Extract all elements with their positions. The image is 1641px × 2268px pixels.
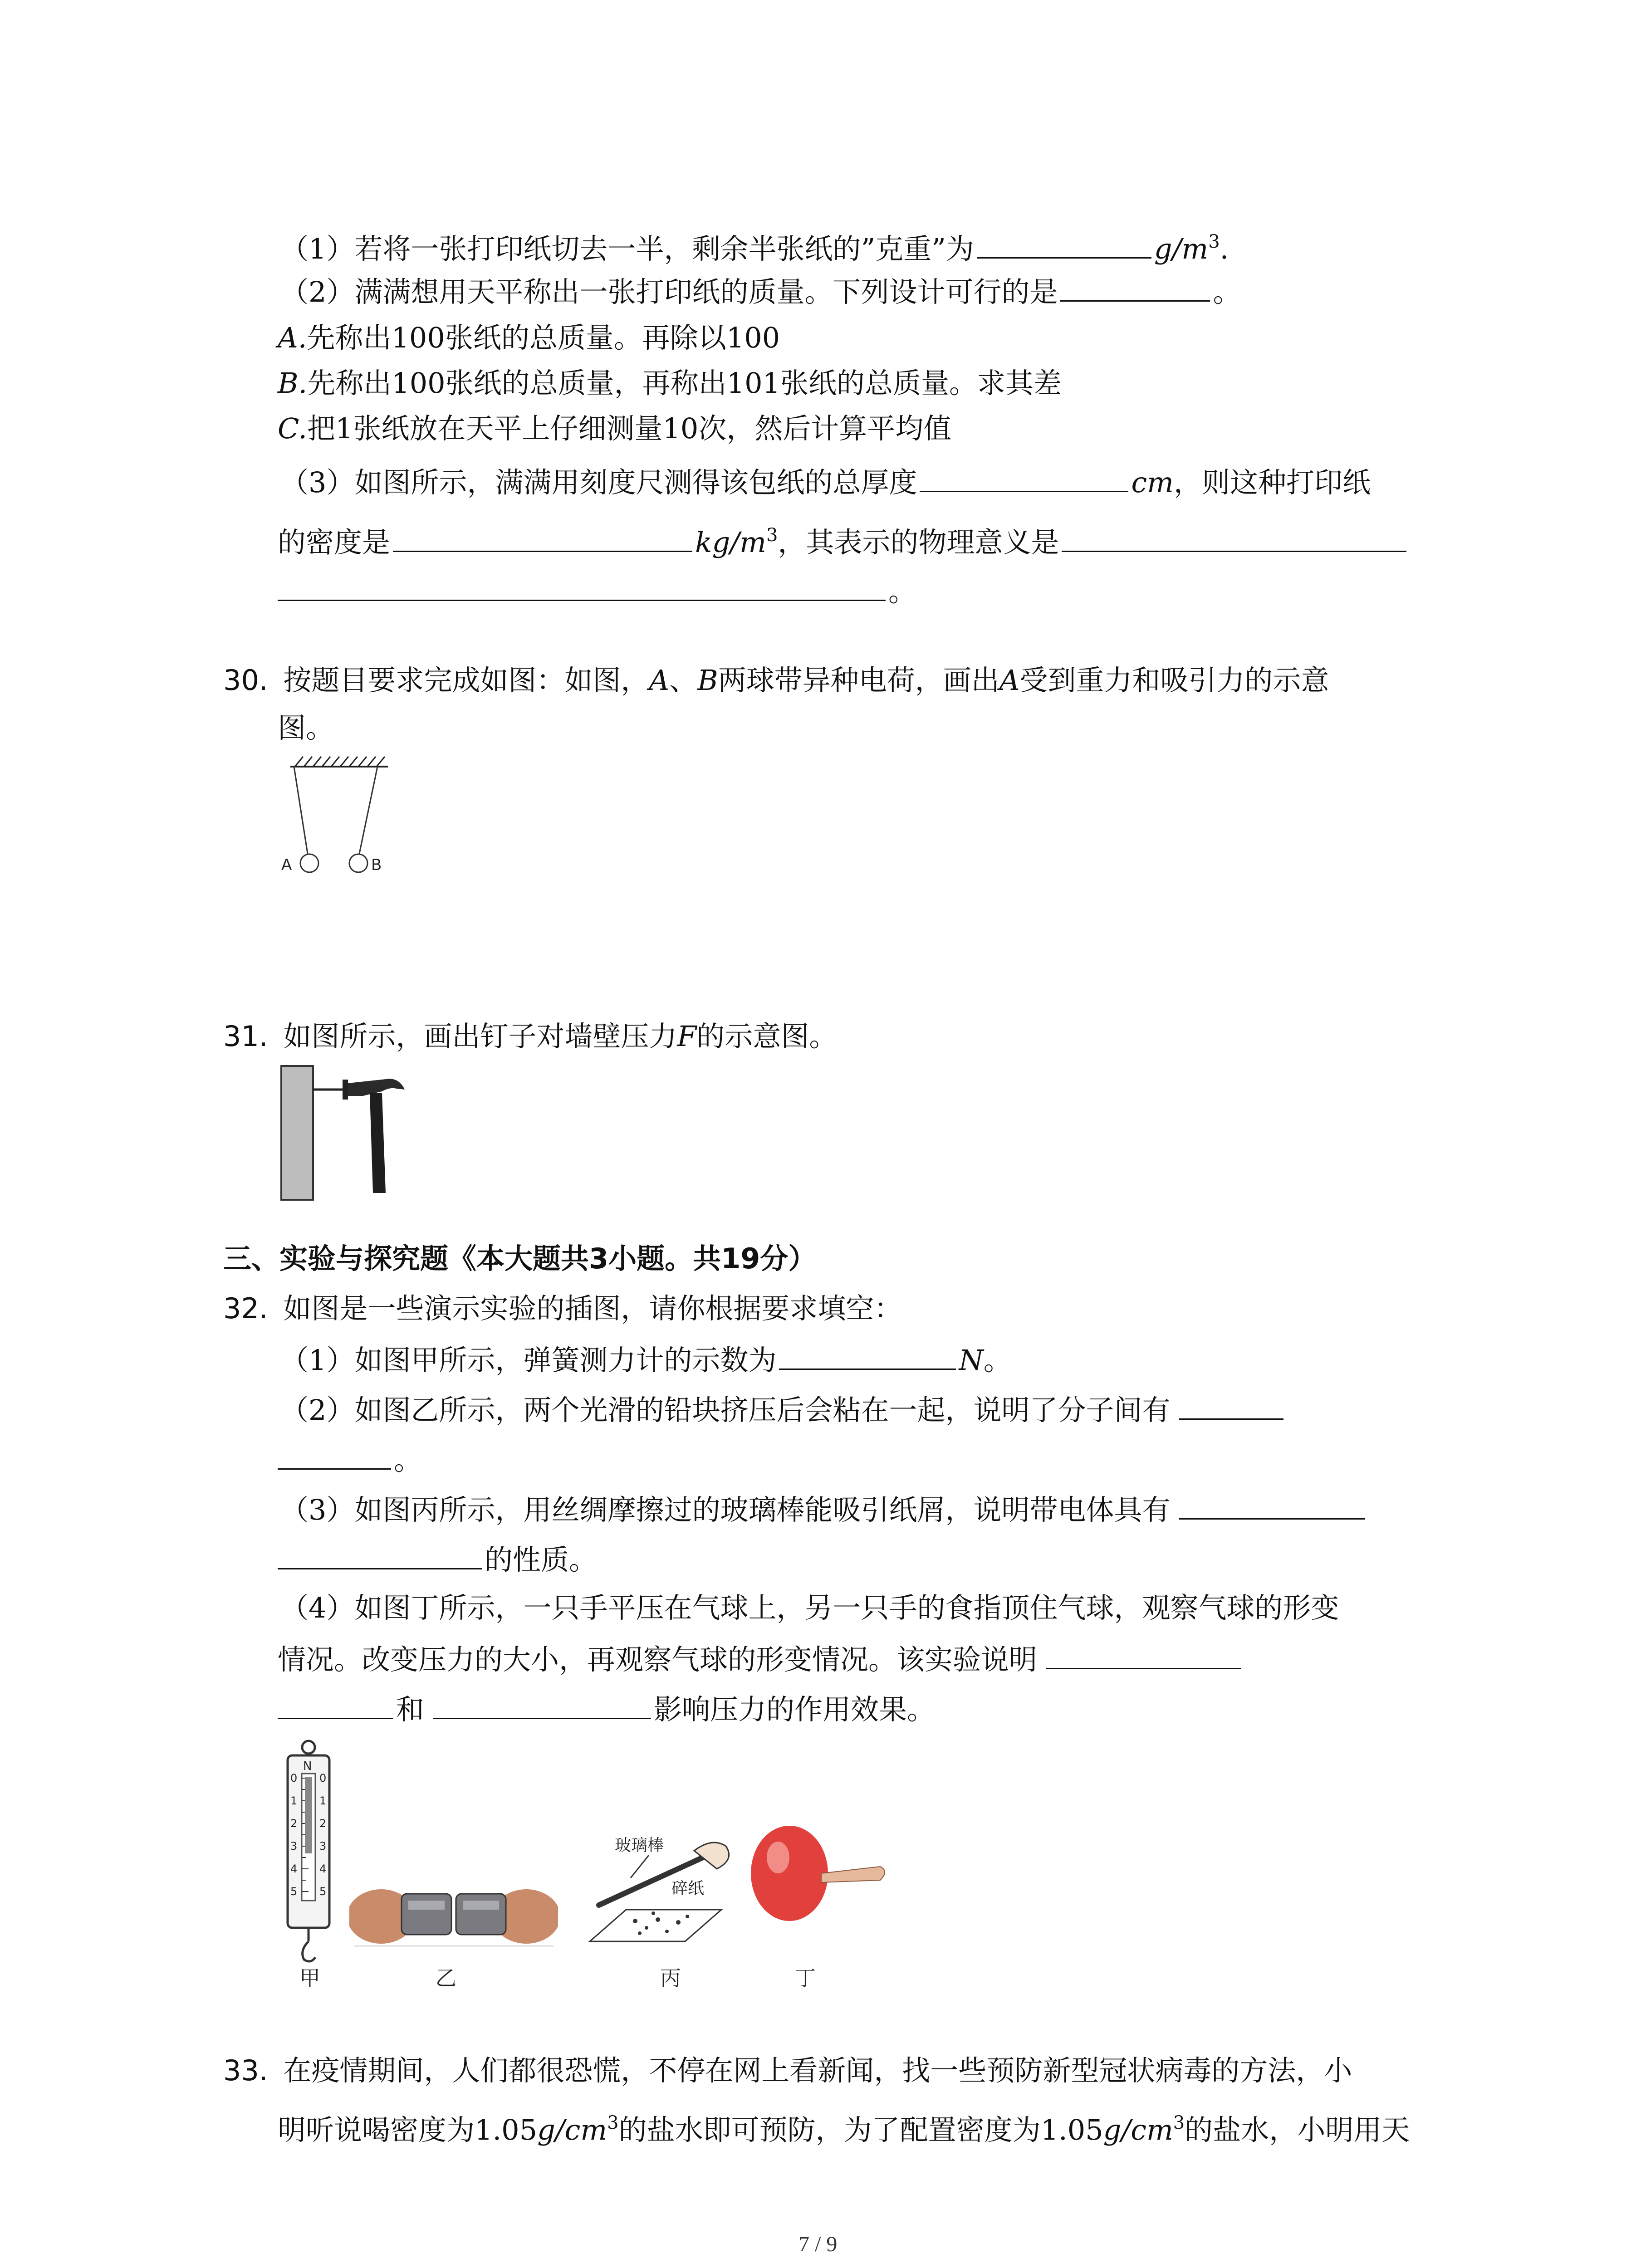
- text: （1）如图甲所示，弹簧测力计的示数为: [280, 1344, 777, 1377]
- unit: kg/m: [695, 526, 766, 559]
- scale-tick: 2: [290, 1817, 298, 1830]
- q30-line2: [278, 710, 334, 746]
- punct: 。: [394, 1443, 422, 1476]
- option-letter: B.: [278, 367, 308, 400]
- scale-tick: 5: [319, 1885, 327, 1898]
- text: ，其表示的物理意义是: [778, 526, 1059, 559]
- text: （3）如图丙所示，用丝绸摩擦过的玻璃棒能吸引纸屑，说明带电体具有: [280, 1493, 1171, 1526]
- ball-b-ref: B: [697, 664, 718, 697]
- text: 的性质。: [485, 1543, 598, 1576]
- q29-option-b: [278, 365, 1062, 401]
- scale-tick: 1: [290, 1794, 298, 1807]
- scale-tick: 3: [319, 1840, 327, 1853]
- q29-part3-line3: [278, 572, 916, 610]
- text: 如图所示，画出钉子对墙壁压力: [283, 1020, 677, 1053]
- unit: N: [959, 1344, 984, 1377]
- wall-nail-hammer-figure: [277, 1061, 422, 1207]
- lead-blocks-figure: [349, 1862, 558, 1953]
- text: 两球带异种电荷，画出: [718, 664, 999, 697]
- paper-bits-label: 碎纸: [671, 1879, 705, 1898]
- scale-tick: 0: [319, 1772, 327, 1784]
- question-number: 33.: [223, 2054, 268, 2087]
- charged-balls-figure: [272, 753, 399, 898]
- answer-blank[interactable]: [278, 1440, 391, 1470]
- q32-part2: [280, 1390, 1286, 1428]
- q32-part3-line2: [278, 1540, 597, 1578]
- answer-blank[interactable]: [977, 229, 1151, 259]
- punct: 。: [888, 575, 917, 608]
- answer-blank[interactable]: [779, 1340, 956, 1370]
- scale-tick: 3: [290, 1840, 298, 1853]
- text: 按题目要求完成如图：如图，: [283, 664, 649, 697]
- option-letter: C.: [278, 412, 307, 445]
- answer-blank[interactable]: [1060, 272, 1210, 302]
- punct: 、: [669, 664, 698, 697]
- text: （2）如图乙所示，两个光滑的铅块挤压后会粘在一起，说明了分子间有: [280, 1393, 1171, 1427]
- q29-part3-text: （3）如图所示，满满用刻度尺测得该包纸的总厚度: [280, 466, 917, 499]
- text: 明听说喝密度为1.05: [278, 2113, 538, 2146]
- scale-unit: N: [303, 1760, 312, 1773]
- fig-label-bing: 丙: [660, 1966, 681, 1990]
- ball-a-ref: A: [999, 664, 1020, 697]
- q32-part4-line2: [278, 1640, 1244, 1678]
- unit: g/cm: [537, 2113, 607, 2146]
- question-number: 30.: [223, 664, 268, 697]
- fig-label-ding: 丁: [795, 1966, 816, 1990]
- balloon-figure: [744, 1814, 894, 1932]
- scale-tick: 0: [290, 1772, 298, 1784]
- option-text: 先称出100张纸的总质量，再称出101张纸的总质量。求其差: [307, 367, 1062, 400]
- unit: cm: [1131, 466, 1174, 499]
- punct: 。: [1213, 275, 1241, 308]
- q29-option-a: [278, 320, 780, 356]
- q32-part4-line3: [278, 1690, 935, 1728]
- answer-blank[interactable]: [1062, 523, 1406, 552]
- scale-tick: 2: [319, 1817, 327, 1830]
- scale-tick: 1: [319, 1794, 327, 1807]
- answer-blank[interactable]: [1179, 1390, 1283, 1420]
- q29-part3-line2: 的密度是 $kg/m^3$，其表示的物理意义是: [278, 517, 1409, 561]
- page-number: 7 / 9: [798, 2232, 838, 2256]
- glass-rod-figure: [572, 1819, 744, 1955]
- q32-part2-line2: [278, 1440, 422, 1478]
- q33-line1: [223, 2053, 1352, 2089]
- q29-part3: [280, 463, 1371, 501]
- q29-part1-text: （1）若将一张打印纸切去一半，剩余半张纸的”克重”为: [280, 232, 974, 265]
- answer-blank[interactable]: [278, 1540, 482, 1569]
- text: 的盐水，小明用天: [1185, 2113, 1410, 2146]
- spring-scale-figure: [272, 1737, 345, 1969]
- ball-a-label: A: [281, 856, 292, 874]
- q32-part4: [280, 1590, 1339, 1626]
- ball-b-label: B: [371, 856, 382, 874]
- question-number: 32.: [223, 1292, 268, 1325]
- scale-tick: 4: [290, 1862, 298, 1875]
- answer-blank[interactable]: [920, 463, 1128, 492]
- fig-label-jia: 甲: [299, 1966, 320, 1990]
- answer-blank[interactable]: [1046, 1640, 1241, 1669]
- text: 如图是一些演示实验的插图，请你根据要求填空：: [283, 1292, 902, 1325]
- option-text: 先称出100张纸的总质量。再除以100: [307, 321, 780, 354]
- text: 影响压力的作用效果。: [654, 1693, 936, 1726]
- text: 受到重力和吸引力的示意: [1019, 664, 1329, 697]
- fig-label-yi: 乙: [436, 1966, 456, 1990]
- q29-part3-mid: ，则这种打印纸: [1173, 466, 1371, 499]
- q29-option-c: [278, 411, 951, 447]
- answer-blank[interactable]: [433, 1690, 651, 1719]
- force-symbol: F: [677, 1020, 697, 1053]
- unit: g/m: [1154, 232, 1209, 265]
- scale-tick: 4: [319, 1862, 327, 1875]
- unit: g/cm: [1103, 2113, 1173, 2146]
- q33-line2: 明听说喝密度为$1.05g/cm^3$的盐水即可预防，为了配置密度为$1.05g/cm^3$的盐水，小明用天: [278, 2112, 1410, 2146]
- section-title: 三、实验与探究题《本大题共3小题。共19分）: [223, 1242, 817, 1275]
- question-number: 31.: [223, 1020, 268, 1053]
- q29-part2-text: （2）满满想用天平称出一张打印纸的质量。下列设计可行的是: [280, 275, 1058, 308]
- text: 和: [396, 1693, 425, 1726]
- q32-part1: [280, 1340, 1012, 1378]
- q29-part2: [280, 272, 1241, 310]
- text: 的密度是: [278, 526, 391, 559]
- ball-a-ref: A: [649, 664, 670, 697]
- answer-blank[interactable]: [278, 1690, 393, 1719]
- punct: .: [1220, 232, 1229, 265]
- text: 图。: [278, 711, 334, 744]
- option-text: 把1张纸放在天平上仔细测量10次，然后计算平均值: [307, 412, 952, 445]
- scale-tick: 5: [290, 1885, 298, 1898]
- text: （4）如图丁所示，一只手平压在气球上，另一只手的食指顶住气球，观察气球的形变: [280, 1591, 1339, 1624]
- punct: 。: [983, 1344, 1012, 1377]
- text: 情况。改变压力的大小，再观察气球的形变情况。该实验说明: [278, 1643, 1038, 1676]
- q29-part1: （1）若将一张打印纸切去一半，剩余半张纸的”克重”为 $g/m^3$.: [280, 224, 1229, 267]
- q32-part3: [280, 1490, 1368, 1528]
- answer-blank[interactable]: [278, 572, 886, 601]
- q31-line: [223, 1018, 837, 1055]
- answer-blank[interactable]: [393, 523, 692, 552]
- glass-rod-label: 玻璃棒: [615, 1836, 664, 1855]
- q30-line1: [223, 662, 1329, 699]
- text: 的示意图。: [696, 1020, 838, 1053]
- q32-intro: [223, 1290, 902, 1327]
- answer-blank[interactable]: [1179, 1490, 1365, 1520]
- text: 的盐水即可预防，为了配置密度为1.05: [618, 2113, 1103, 2146]
- text: 在疫情期间，人们都很恐慌，不停在网上看新闻，找一些预防新型冠状病毒的方法，小: [283, 2054, 1352, 2087]
- option-letter: A.: [278, 321, 307, 354]
